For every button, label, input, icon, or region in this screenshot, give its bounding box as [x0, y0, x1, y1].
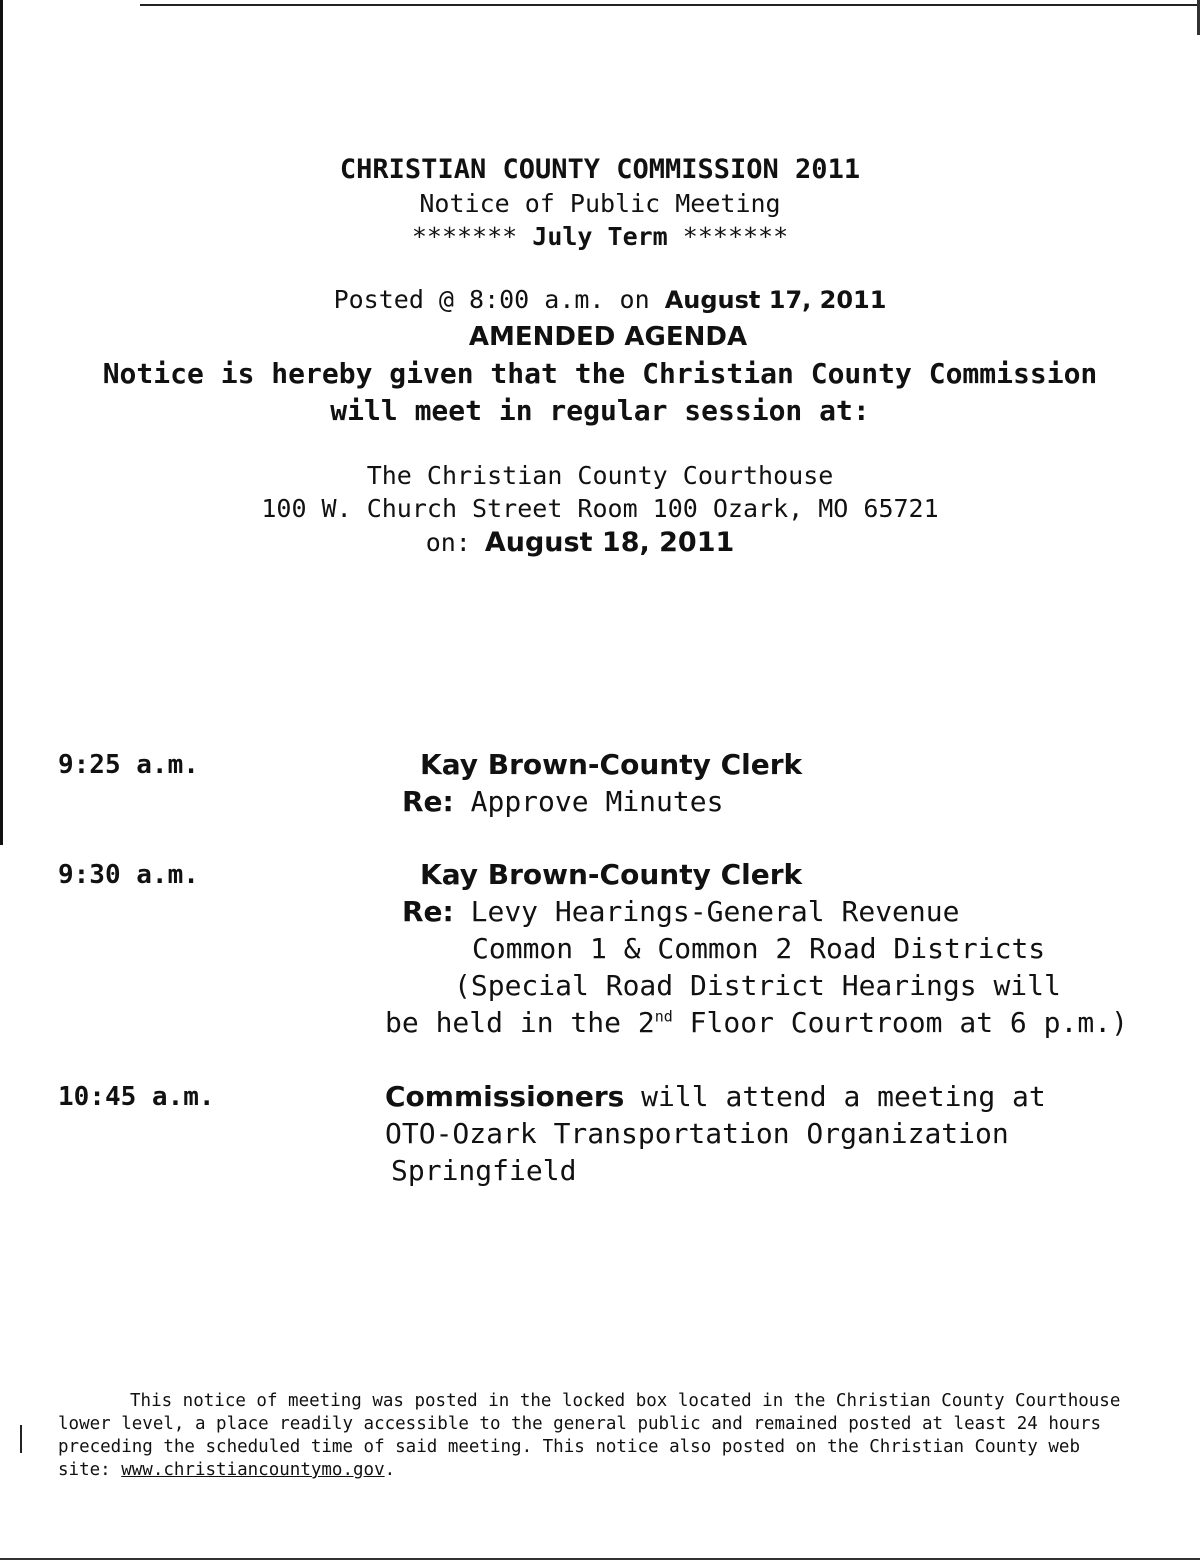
location-line-2: 100 W. Church Street Room 100 Ozark, MO 65721 — [261, 494, 939, 523]
agenda-re-line — [402, 785, 723, 818]
scan-edge-top — [140, 4, 1200, 6]
meeting-date-line — [0, 527, 1180, 558]
on-label: on: — [425, 528, 471, 557]
footer-line — [58, 1459, 1158, 1482]
agenda-presenter — [420, 748, 802, 781]
re-label: Re: — [402, 895, 454, 928]
agenda-detail-line: Common 1 & Common 2 Road Districts — [472, 932, 1046, 965]
website-link[interactable]: www.christiancountymo.gov — [121, 1460, 385, 1480]
amended-agenda-heading: AMENDED AGENDA — [468, 322, 748, 352]
meeting-date: August 18, 2011 — [484, 527, 735, 558]
detail-text: will attend a meeting at — [624, 1080, 1046, 1113]
detail-text: Floor Courtroom at 6 p.m.) — [672, 1006, 1128, 1039]
agenda-detail-line: (Special Road District Hearings will — [454, 969, 1061, 1002]
term-name: July Term — [532, 222, 668, 251]
document-subtitle: Notice of Public Meeting — [419, 189, 781, 218]
footer-line: lower level, a place readily accessible to the general public and remained posted at least 24 hours — [58, 1414, 1102, 1434]
agenda-time: 9:30 a.m. — [58, 860, 199, 890]
agenda-time: 10:45 a.m. — [58, 1082, 215, 1112]
term-stars-right: ******* — [682, 222, 789, 251]
term-line — [0, 222, 1200, 251]
presenter-name: Kay Brown-County Clerk — [420, 748, 803, 781]
re-text: Levy Hearings-General Revenue — [470, 895, 960, 928]
scan-edge-bottom — [0, 1558, 1200, 1560]
term-stars-left: ******* — [411, 222, 518, 251]
footer-line: This notice of meeting was posted in the locked box located in the Christian County Courthouse — [130, 1391, 1121, 1411]
agenda-detail-line: Springfield — [391, 1154, 577, 1187]
agenda-detail-line: OTO-Ozark Transportation Organization — [385, 1117, 1009, 1150]
notice-line-1: Notice is hereby given that the Christian County Commission — [102, 357, 1098, 390]
presenter-name: Commissioners — [385, 1080, 625, 1113]
posting-statement — [58, 1390, 1158, 1482]
presenter-name: Kay Brown-County Clerk — [420, 858, 803, 891]
detail-text: be held in the 2 — [385, 1006, 655, 1039]
agenda-detail-line — [385, 1006, 1128, 1039]
agenda-time: 9:25 a.m. — [58, 750, 199, 780]
footer-text: site: — [58, 1460, 122, 1480]
re-label: Re: — [402, 785, 454, 818]
footer-text: . — [384, 1460, 396, 1480]
posted-date: August 17, 2011 — [664, 286, 887, 314]
re-text: Approve Minutes — [470, 785, 724, 818]
location-line-1: The Christian County Courthouse — [366, 461, 834, 490]
document-title: CHRISTIAN COUNTY COMMISSION 2011 — [339, 154, 861, 185]
posted-line — [10, 285, 1200, 314]
posted-prefix: Posted @ 8:00 a.m. on — [333, 285, 650, 314]
agenda-re-line — [402, 895, 959, 928]
ordinal-suffix: nd — [654, 1007, 673, 1026]
agenda-presenter — [385, 1080, 1046, 1113]
agenda-presenter — [420, 858, 802, 891]
scan-mark — [20, 1425, 22, 1453]
notice-line-2: will meet in regular session at: — [330, 394, 870, 427]
footer-line: preceding the scheduled time of said meeting. This notice also posted on the Christian County web — [58, 1437, 1080, 1457]
